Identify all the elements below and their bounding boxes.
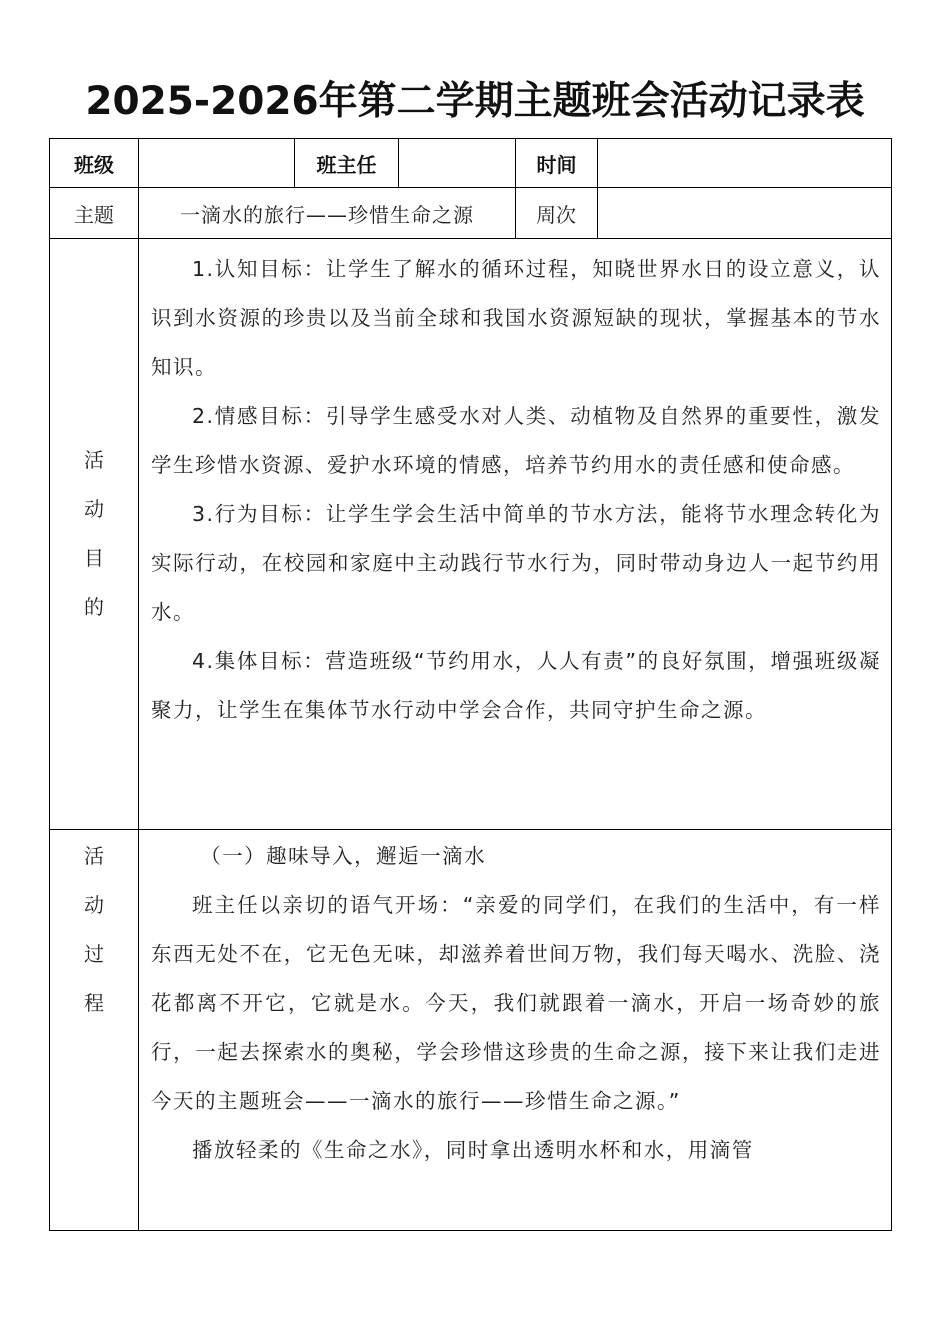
topic-row bbox=[50, 188, 892, 239]
process-label-char: 活 bbox=[84, 844, 104, 868]
week-value-field[interactable] bbox=[598, 188, 892, 239]
process-paragraph: 班主任以亲切的语气开场：“亲爱的同学们，在我们的生活中，有一样东西无处不在，它无色无味，却滋养着世间万物，我们每天喝水、洗脸、浇花都离不开它，它就是水。今天，我们就跟着一滴水，开启一场奇妙的旅行，一起去探索水的奥秘，学会珍惜这珍贵的生命之源，接下来让我们走进今天的主题班会——一滴水的旅行——珍惜生命之源。” bbox=[151, 893, 881, 1113]
teacher-label: 班主任 bbox=[295, 139, 399, 188]
topic-value: 一滴水的旅行——珍惜生命之源 bbox=[139, 188, 516, 239]
goals-label-char: 目 bbox=[84, 546, 104, 570]
class-label: 班级 bbox=[50, 139, 139, 188]
process-paragraph: 播放轻柔的《生命之水》，同时拿出透明水杯和水，用滴管 bbox=[192, 1138, 754, 1162]
header-row bbox=[50, 139, 892, 188]
process-content bbox=[139, 830, 892, 1231]
teacher-value-field[interactable] bbox=[399, 139, 516, 188]
process-label-char: 程 bbox=[84, 991, 104, 1015]
goal-item-emotional: 2.情感目标：引导学生感受水对人类、动植物及自然界的重要性，激发学生珍惜水资源、爱护水环境的情感，培养节约用水的责任感和使命感。 bbox=[151, 404, 881, 477]
process-label-char: 过 bbox=[84, 942, 104, 966]
time-label: 时间 bbox=[516, 139, 598, 188]
week-label: 周次 bbox=[516, 188, 598, 239]
goal-item-behavioral: 3.行为目标：让学生学会生活中简单的节水方法，能将节水理念转化为实际行动，在校园和家庭中主动践行节水行为，同时带动身边人一起节约用水。 bbox=[151, 502, 881, 624]
goals-label bbox=[50, 239, 139, 830]
record-table bbox=[49, 138, 892, 1231]
goal-item-cognitive: 1.认知目标：让学生了解水的循环过程，知晓世界水日的设立意义，认识到水资源的珍贵以及当前全球和我国水资源短缺的现状，掌握基本的节水知识。 bbox=[151, 257, 881, 379]
goal-item-collective: 4.集体目标：营造班级“节约用水，人人有责”的良好氛围，增强班级凝聚力，让学生在集体节水行动中学会合作，共同守护生命之源。 bbox=[151, 649, 881, 722]
goals-label-char: 活 bbox=[84, 448, 104, 472]
process-section-title: （一）趣味导入，邂逅一滴水 bbox=[200, 844, 487, 868]
topic-label: 主题 bbox=[50, 188, 139, 239]
process-row bbox=[50, 830, 892, 1231]
class-value-field[interactable] bbox=[139, 139, 295, 188]
time-value-field[interactable] bbox=[598, 139, 892, 188]
goals-content bbox=[139, 239, 892, 830]
goals-label-char: 动 bbox=[84, 497, 104, 521]
process-label bbox=[50, 830, 139, 1231]
process-label-char: 动 bbox=[84, 893, 104, 917]
page-title: 2025-2026年第二学期主题班会活动记录表 bbox=[85, 79, 865, 124]
goals-row bbox=[50, 239, 892, 830]
goals-label-char: 的 bbox=[84, 595, 104, 619]
